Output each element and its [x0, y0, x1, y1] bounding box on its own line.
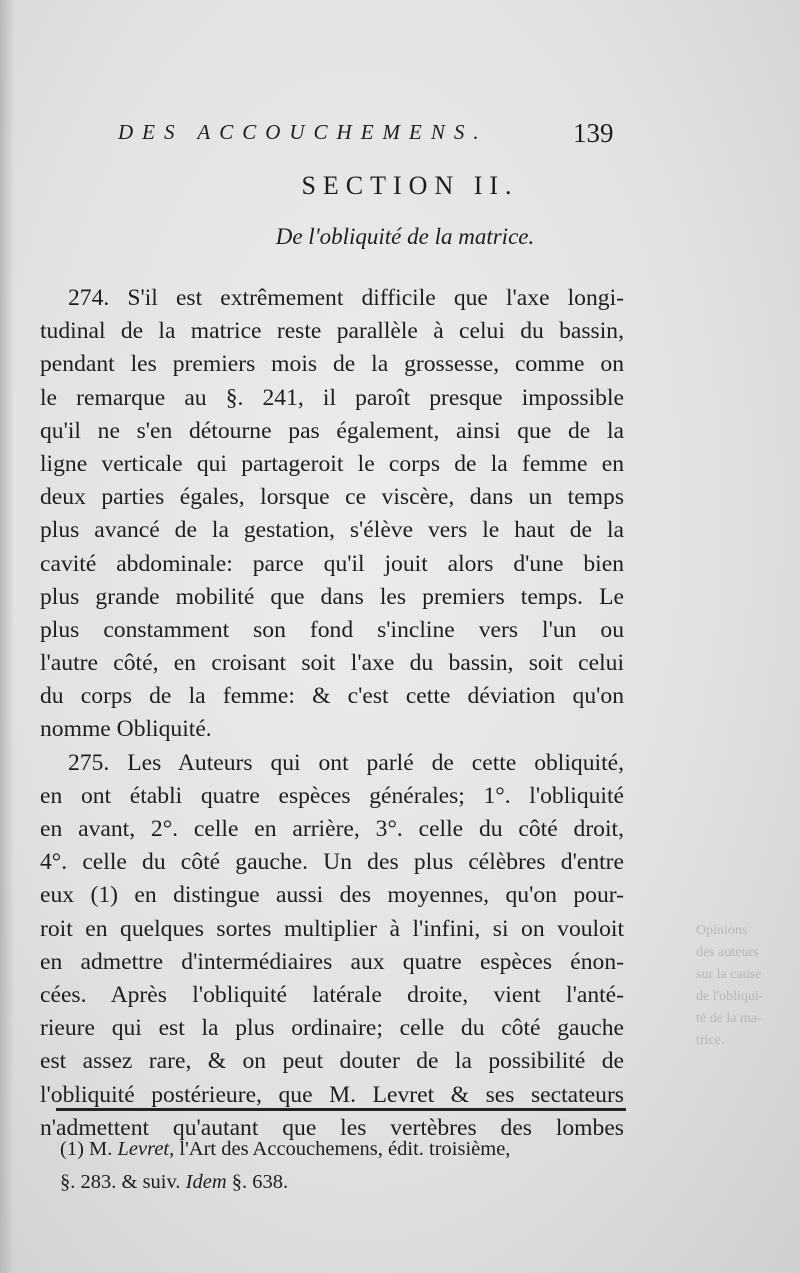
footnote-marker-text: (1) M.: [60, 1138, 118, 1160]
margin-note-line: des auteurs: [696, 945, 759, 960]
text-line: tudinal de la matrice reste parallèle à celui du bassin,: [40, 318, 624, 345]
text-line: le remarque au §. 241, il paroît presque impossible: [40, 384, 624, 411]
text-line: est assez rare, & on peut douter de la possibilité de: [40, 1048, 624, 1075]
text-line: deux parties égales, lorsque ce viscère, dans un temps: [40, 484, 624, 511]
text-line: plus constamment son fond s'incline vers l'un ou: [40, 616, 624, 643]
section-subtitle: De l'obliquité de la matrice.: [275, 224, 535, 249]
margin-note-line: de l'obliqui-: [696, 989, 764, 1004]
footnote-line: [60, 1166, 640, 1199]
text-line: nomme Obliquité.: [40, 716, 212, 743]
footnote-section-ref-2: §. 638.: [226, 1171, 289, 1193]
margin-note-line: té de la ma-: [696, 1011, 762, 1026]
text-line: pendant les premiers mois de la grossesse, comme on: [40, 351, 624, 378]
footnote-section-ref: §. 283. & suiv.: [60, 1171, 186, 1193]
text-line: qu'il ne s'en détourne pas également, ainsi que de la: [40, 417, 624, 444]
text-line: en avant, 2°. celle en arrière, 3°. celle du côté droit,: [40, 816, 624, 842]
text-line: roit en quelques sortes multiplier à l'infini, si on vouloit: [40, 915, 624, 942]
body-text: [40, 282, 624, 1145]
margin-note-line: trice.: [696, 1033, 725, 1048]
footnote-rule: [56, 1108, 626, 1111]
text-line: n'admettent qu'autant que les vertèbres des lombes: [40, 1114, 624, 1141]
footnote-idem: Idem: [185, 1171, 227, 1193]
text-line: eux (1) en distingue aussi des moyennes, qu'on pour-: [40, 882, 624, 909]
text-line: plus avancé de la gestation, s'élève vers le haut de la: [40, 517, 624, 544]
text-line: du corps de la femme: & c'est cette déviation qu'on: [40, 683, 624, 710]
margin-note-line: Opinions: [696, 923, 748, 938]
footnote-citation: , l'Art des Accouchemens, édit. troisième,: [169, 1138, 511, 1160]
text-line: cavité abdominale: parce qu'il jouit alors d'une bien: [40, 550, 624, 577]
page-number: 139: [573, 118, 614, 148]
section-title: SECTION II.: [301, 171, 519, 200]
footnote: [60, 1133, 640, 1199]
running-head: [118, 118, 658, 154]
running-title: DES ACCOUCHEMENS.: [118, 120, 488, 144]
text-line: 4°. celle du côté gauche. Un des plus célèbres d'entre: [40, 849, 624, 876]
text-line: l'autre côté, en croisant soit l'axe du bassin, soit celui: [40, 650, 624, 677]
text-line: cées. Après l'obliquité latérale droite, vient l'anté-: [40, 981, 624, 1008]
text-line: 275. Les Auteurs qui ont parlé de cette obliquité,: [68, 749, 624, 776]
text-line: en admettre d'intermédiaires aux quatre espèces énon-: [40, 948, 624, 975]
text-line: ligne verticale qui partageroit le corps de la femme en: [40, 450, 624, 477]
footnote-author: Levret: [117, 1138, 170, 1160]
margin-note-line: sur la cause: [696, 967, 762, 982]
text-line: 274. S'il est extrêmement difficile que l'axe longi-: [68, 285, 624, 311]
margin-note: [696, 920, 800, 1052]
text-line: plus grande mobilité que dans les premiers temps. Le: [40, 583, 624, 610]
text-line: rieure qui est la plus ordinaire; celle du côté gauche: [40, 1015, 624, 1042]
text-line: l'obliquité postérieure, que M. Levret & ses sectateurs: [40, 1081, 624, 1108]
footnote-line: [60, 1133, 640, 1166]
text-line: en ont établi quatre espèces générales; 1°. l'obliquité: [40, 782, 624, 809]
